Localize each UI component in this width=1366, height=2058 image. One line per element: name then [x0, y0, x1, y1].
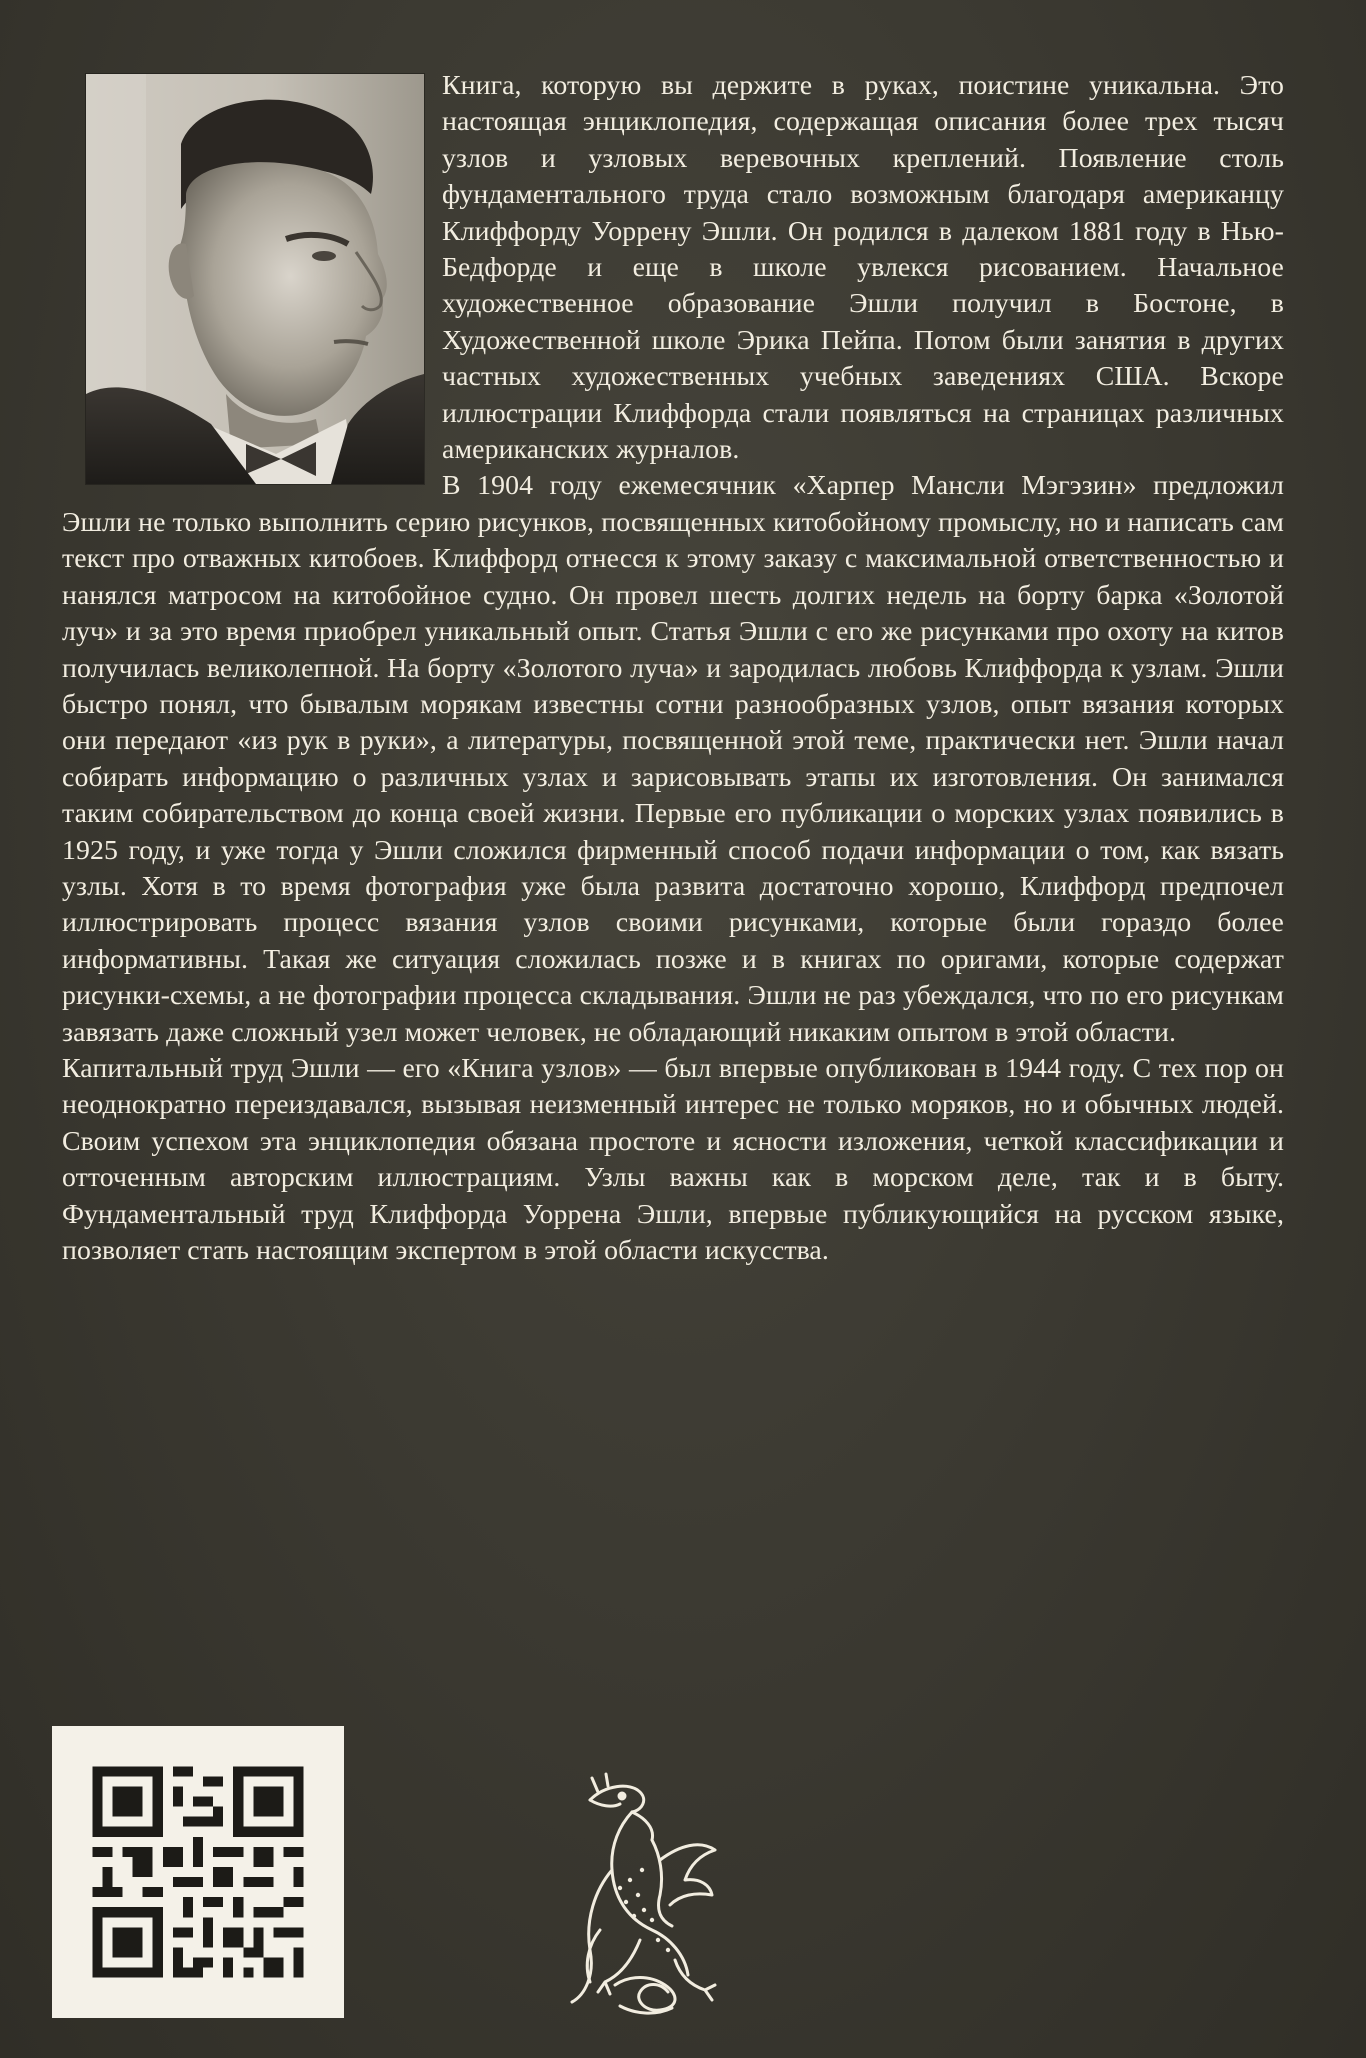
qr-code-icon: [52, 1726, 344, 2018]
dragon-logo-icon: [560, 1770, 730, 2020]
paragraph-book: Капитальный труд Эшли — его «Книга узлов» — был впервые опубликован в 1944 году. С тех пор он неоднократно переиздавался, вызывая неизменный интерес не только моряков, но и обычных людей. Своим успехом эта энциклопедия обязана простоте и ясности изложения, четкой классификации и отточенным авторским иллюстрациям. Узлы важны как в морском деле, так и в быту. Фундаментальный труд Клиффорда Уоррена Эшли, впервые публикующийся на русском языке, позволяет стать настоящим экспертом в этой области искусства.: [62, 1052, 1284, 1266]
photo-spacer: [62, 68, 442, 498]
book-description: [62, 68, 1284, 1269]
paragraph-intro: Книга, которую вы держите в руках, поистине уникальна. Это настоящая энциклопедия, содержащая описания более трех тысяч узлов и узловых веревочных креплений. Появление столь фундаментального труда стало возможным благодаря американцу Клиффорду Уоррену Эшли. Он родился в далеком 1881 году в Нью-Бедфорде и еще в школе увлекся рисованием. Начальное художественное образование Эшли получил в Бостоне, в Художественной школе Эрика Пейпа. Потом были занятия в других частных художественных учебных заведениях США. Вскоре иллюстрации Клиффорда стали появляться на страницах различных американских журналов.: [442, 70, 1284, 466]
publisher-logo-image: [560, 1770, 730, 2020]
paragraph-history: В 1904 году ежемесячник «Харпер Мансли Мэгэзин» предложил Эшли не только выполнить серию рисунков, посвященных китобойному промыслу, но и написать сам текст про отважных китобоев. Клиффорд отнесся к этому заказу с максимальной ответственностью и нанялся матросом на китобойное судно. Он провел шесть долгих недель на борту барка «Золотой луч» и за это время приобрел уникальный опыт. Статья Эшли с его же рисунками про охоту на китов получилась великолепной. На борту «Золотого луча» и зародилась любовь Клиффорда к узлам. Эшли быстро понял, что бывалым морякам известны сотни разнообразных узлов, опыт вязания которых они передают «из рук в руки», а литературы, посвященной этой теме, практически нет. Эшли начал собирать информацию о различных узлах и зарисовывать этапы их изготовления. Он занимался таким собирательством до конца своей жизни. Первые его публикации о морских узлах появились в 1925 году, и уже тогда у Эшли сложился фирменный способ подачи информации о том, как вязать узлы. Хотя в то время фотография уже была развита достаточно хорошо, Клиффорд предпочел иллюстрировать процесс вязания узлов своими рисунками, которые были гораздо более информативны. Такая же ситуация сложилась позже и в книгах по оригами, которые содержат рисунки-схемы, а не фотографии процесса складывания. Эшли не раз убеждался, что по его рисункам завязать даже сложный узел может человек, не обладающий никаким опытом в этой области.: [62, 470, 1284, 1048]
qr-code-image: [52, 1726, 344, 2018]
